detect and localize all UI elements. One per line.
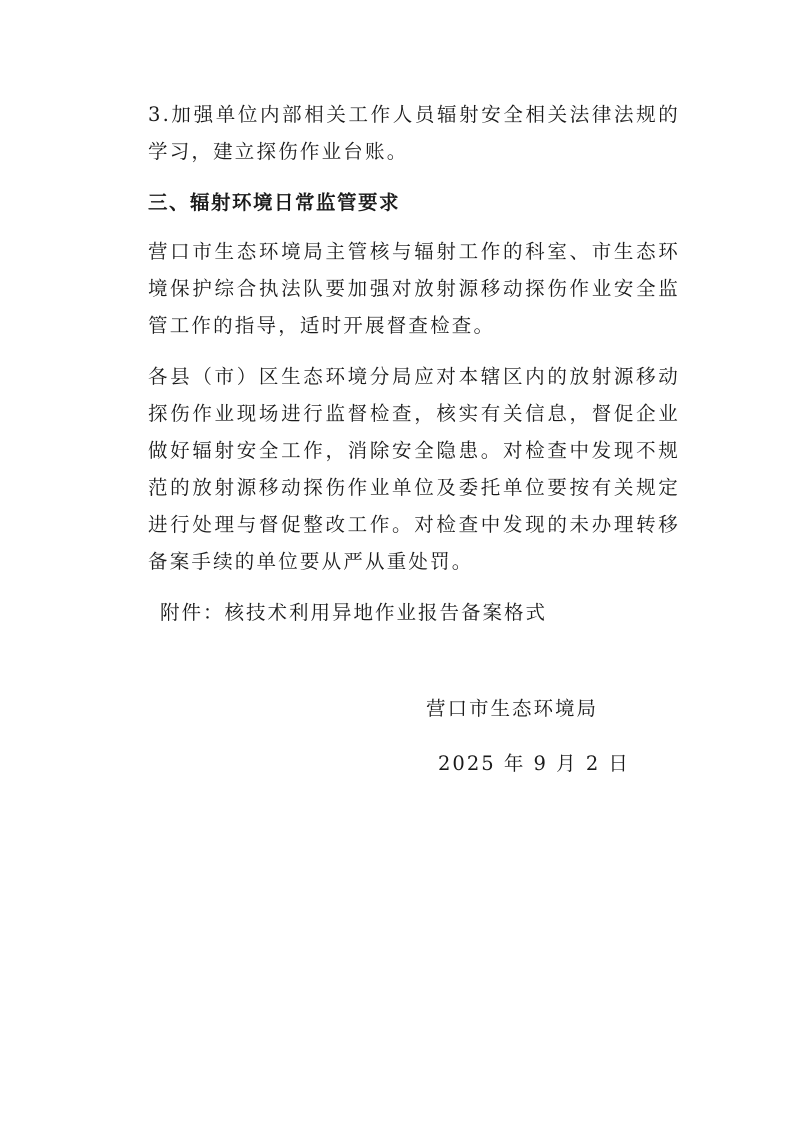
signature-organization: 营口市生态环境局 xyxy=(426,697,599,720)
attachment-line: 附件：核技术利用异地作业报告备案格式 xyxy=(160,601,548,624)
item-3-paragraph: 3.加强单位内部相关工作人员辐射安全相关法律法规的学习，建立探伤作业台账。 xyxy=(148,103,680,163)
section-3-heading: 三、辐射环境日常监管要求 xyxy=(148,191,401,214)
document-body xyxy=(148,96,680,631)
signature-block xyxy=(426,690,686,800)
signature-date: 2025 年 9 月 2 日 xyxy=(438,752,630,775)
supervision-paragraph-1: 营口市生态环境局主管核与辐射工作的科室、市生态环境保护综合执法队要加强对放射源移动探伤作业安全监管工作的指导，适时开展督查检查。 xyxy=(148,240,680,337)
supervision-paragraph-2: 各县（市）区生态环境分局应对本辖区内的放射源移动探伤作业现场进行监督检查，核实有关信息，督促企业做好辐射安全工作，消除安全隐患。对检查中发现不规范的放射源移动探伤作业单位及委托单位要按有关规定进行处理与督促整改工作。对检查中发现的未办理转移备案手续的单位要从严从重处罚。 xyxy=(148,365,680,573)
